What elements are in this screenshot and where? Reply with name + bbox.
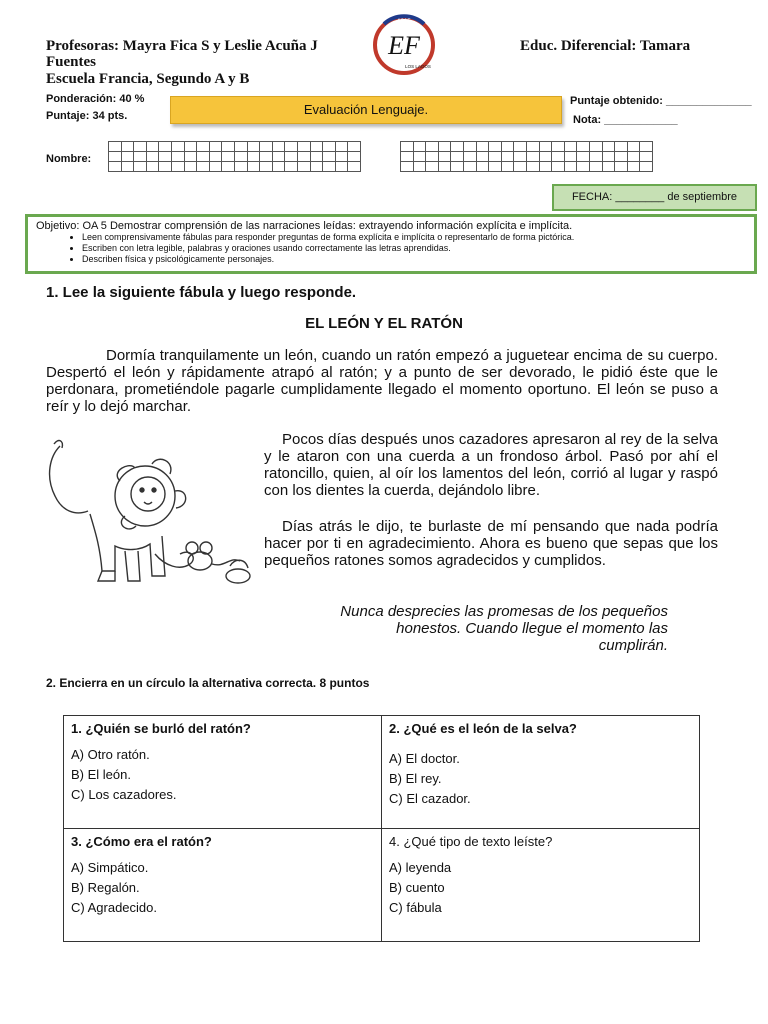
name-grid-cell[interactable] (348, 162, 361, 172)
fable-title: EL LEÓN Y EL RATÓN (305, 315, 463, 332)
name-grid-cell[interactable] (489, 152, 502, 162)
name-grid-cell[interactable] (109, 152, 122, 162)
name-grid-cell[interactable] (260, 142, 273, 152)
fable-paragraph-2: Pocos días después unos cazadores apresaron al rey de la selva y le ataron con una cuerda a un frondoso árbol. Pasó por ahí el ratoncillo, quien, al oír los lamentos del león, corrió al lugar y raspó con los dientes la cuerda, dejándolo libre. (264, 431, 718, 499)
score-label: Puntaje: 34 pts. (46, 110, 128, 122)
name-grid-cell[interactable] (297, 152, 310, 162)
name-grid-cell[interactable] (577, 142, 590, 152)
name-grid-cell[interactable] (514, 152, 527, 162)
name-grid-cell[interactable] (589, 162, 602, 172)
name-grid-cell[interactable] (615, 162, 628, 172)
section1-instruction: 1. Lee la siguiente fábula y luego responde. (46, 284, 357, 301)
question-text: 1. ¿Quién se burló del ratón? (71, 721, 251, 736)
name-grid-cell[interactable] (413, 162, 426, 172)
name-grid-cell[interactable] (640, 142, 653, 152)
name-grid-cell[interactable] (451, 142, 464, 152)
name-grid-cell[interactable] (564, 152, 577, 162)
name-grid-cell[interactable] (526, 142, 539, 152)
name-grid-cell[interactable] (463, 162, 476, 172)
name-grid-cell[interactable] (463, 152, 476, 162)
name-grid-cell[interactable] (476, 152, 489, 162)
name-grid-cell[interactable] (627, 152, 640, 162)
name-grid-cell[interactable] (426, 162, 439, 172)
name-grid-cell[interactable] (489, 142, 502, 152)
answer-option[interactable]: A) Simpático. (71, 860, 149, 875)
name-grid-cell[interactable] (589, 142, 602, 152)
name-grid-cell[interactable] (589, 152, 602, 162)
teachers-label: Profesoras: Mayra Fica S y Leslie Acuña J (46, 38, 318, 54)
name-grid-cell[interactable] (627, 162, 640, 172)
question-cell (64, 716, 382, 829)
name-grid-cell[interactable] (234, 162, 247, 172)
name-grid-cell[interactable] (514, 162, 527, 172)
answer-option[interactable]: C) fábula (389, 900, 442, 915)
name-grid-cell[interactable] (234, 142, 247, 152)
question-cell (382, 829, 700, 942)
name-grid-cell[interactable] (197, 162, 210, 172)
answer-option[interactable]: A) El doctor. (389, 751, 460, 766)
question-cell (64, 829, 382, 942)
name-grid-cell[interactable] (109, 142, 122, 152)
name-grid-cell[interactable] (348, 142, 361, 152)
name-grid-cell[interactable] (285, 162, 298, 172)
name-grid-cell[interactable] (323, 142, 336, 152)
name-grid-cell[interactable] (134, 152, 147, 162)
section2-instruction: 2. Encierra en un círculo la alternativa correcta. 8 puntos (46, 676, 370, 690)
objective-bullets (36, 232, 746, 265)
name-grid-cell[interactable] (260, 162, 273, 172)
name-grid-cell[interactable] (121, 152, 134, 162)
name-grid-cell[interactable] (234, 152, 247, 162)
logo-place: LOS LAGOS (405, 64, 431, 69)
name-grid-cell[interactable] (438, 152, 451, 162)
name-grid-cell[interactable] (335, 162, 348, 172)
name-grid-cell[interactable] (222, 162, 235, 172)
question-cell (382, 716, 700, 829)
name-grid-cell[interactable] (426, 142, 439, 152)
name-grid-cell[interactable] (552, 162, 565, 172)
name-grid-cell[interactable] (501, 142, 514, 152)
name-grid-cell[interactable] (297, 142, 310, 152)
date-box[interactable]: FECHA: ________ de septiembre (552, 184, 757, 211)
name-grid-cell[interactable] (146, 142, 159, 152)
name-grid-cell[interactable] (121, 162, 134, 172)
objective-bullet: • Leen comprensivamente fábulas para responder preguntas de forma explícita e implícita o representarlo de forma pictórica. (82, 232, 746, 243)
name-grid-cell[interactable] (552, 142, 565, 152)
name-grid-cell[interactable] (310, 152, 323, 162)
name-grid-cell[interactable] (209, 162, 222, 172)
name-grid-cell[interactable] (285, 152, 298, 162)
lion-mouse-illustration (40, 436, 260, 596)
weight-label: Ponderación: 40 % (46, 93, 145, 105)
name-grid-cell[interactable] (438, 142, 451, 152)
name-grid-cell[interactable] (577, 152, 590, 162)
name-grid-cell[interactable] (627, 142, 640, 152)
name-grid-cell[interactable] (514, 142, 527, 152)
name-grid-cell[interactable] (539, 162, 552, 172)
name-grid-cell[interactable] (401, 152, 414, 162)
name-grid-cell[interactable] (489, 162, 502, 172)
name-grid-cell[interactable] (451, 152, 464, 162)
name-grid-cell[interactable] (184, 162, 197, 172)
name-grid-cell[interactable] (171, 142, 184, 152)
logo-initials: EF (388, 31, 420, 60)
name-grid-cell[interactable] (134, 142, 147, 152)
grade-label: Nota: ____________ (573, 114, 678, 126)
questions-table (63, 715, 700, 942)
name-grid-cell[interactable] (121, 142, 134, 152)
name-grid-cell[interactable] (197, 142, 210, 152)
name-label: Nombre: (46, 153, 92, 165)
name-grid-cell[interactable] (109, 162, 122, 172)
name-grid-cell[interactable] (564, 162, 577, 172)
question-text: 3. ¿Cómo era el ratón? (71, 834, 212, 849)
name-grid-cell[interactable] (401, 162, 414, 172)
answer-option[interactable]: C) El cazador. (389, 791, 471, 806)
name-grid-right[interactable] (400, 141, 653, 172)
name-grid-cell[interactable] (222, 152, 235, 162)
name-grid-cell[interactable] (539, 152, 552, 162)
name-grid-cell[interactable] (552, 152, 565, 162)
name-grid-cell[interactable] (640, 162, 653, 172)
objective-bullet: • Escriben con letra legible, palabras y oraciones usando correctamente las letras aprendidas. (82, 243, 746, 254)
logo-year: 1915 (397, 19, 411, 25)
question-text: 4. ¿Qué tipo de texto leíste? (389, 834, 553, 849)
name-grid-cell[interactable] (310, 142, 323, 152)
name-grid-cell[interactable] (323, 152, 336, 162)
name-grid-cell[interactable] (197, 152, 210, 162)
name-grid-cell[interactable] (602, 162, 615, 172)
answer-option[interactable]: A) Otro ratón. (71, 747, 150, 762)
fable-paragraph-3: Días atrás le dijo, te burlaste de mí pensando que nada podría hacer por ti en agradecimiento. Ahora es bueno que sepas que los pequeños ratones somos agradecidos y cumplidos. (264, 518, 718, 569)
teachers-cont: Fuentes (46, 54, 96, 70)
name-grid-cell[interactable] (526, 162, 539, 172)
name-grid-cell[interactable] (602, 152, 615, 162)
objective-bullet: • Describen física y psicológicamente personajes. (82, 254, 746, 265)
name-grid-cell[interactable] (501, 152, 514, 162)
name-grid-cell[interactable] (171, 162, 184, 172)
name-grid-cell[interactable] (159, 162, 172, 172)
name-grid-cell[interactable] (413, 152, 426, 162)
name-grid-cell[interactable] (539, 142, 552, 152)
name-grid-cell[interactable] (463, 142, 476, 152)
name-grid-cell[interactable] (401, 142, 414, 152)
name-grid-cell[interactable] (134, 162, 147, 172)
name-grid-cell[interactable] (272, 162, 285, 172)
name-grid-cell[interactable] (335, 152, 348, 162)
answer-option[interactable]: C) Los cazadores. (71, 787, 177, 802)
name-grid-cell[interactable] (577, 162, 590, 172)
objective-box (25, 214, 757, 274)
answer-option[interactable]: B) El rey. (389, 771, 442, 786)
name-grid-cell[interactable] (335, 142, 348, 152)
name-grid-cell[interactable] (438, 162, 451, 172)
name-grid-cell[interactable] (146, 152, 159, 162)
name-grid-cell[interactable] (209, 152, 222, 162)
name-grid-cell[interactable] (260, 152, 273, 162)
fable-paragraph-1: Dormía tranquilamente un león, cuando un ratón empezó a juguetear encima de su cuerpo. Despertó el león y rápidamente atrapó al ratón; y a punto de ser devorado, le pidió éste que le perdonara, prometiéndole pagarle cumplidamente llegado el momento oportuno. El león se puso a reír y lo dejó marchar. (46, 347, 718, 415)
answer-option[interactable]: B) cuento (389, 880, 445, 895)
question-text: 2. ¿Qué es el león de la selva? (389, 721, 577, 736)
evaluation-title: Evaluación Lenguaje. (170, 96, 562, 124)
name-grid-cell[interactable] (247, 142, 260, 152)
fable-moral: Nunca desprecies las promesas de los pequeños honestos. Cuando llegue el momento las cumplirán. (340, 603, 668, 654)
name-grid-cell[interactable] (426, 152, 439, 162)
name-grid-cell[interactable] (247, 162, 260, 172)
name-grid-cell[interactable] (184, 152, 197, 162)
name-grid-cell[interactable] (476, 162, 489, 172)
name-grid-cell[interactable] (171, 152, 184, 162)
name-grid-cell[interactable] (297, 162, 310, 172)
name-grid-cell[interactable] (615, 152, 628, 162)
answer-option[interactable]: A) leyenda (389, 860, 452, 875)
name-grid-cell[interactable] (640, 152, 653, 162)
name-grid-cell[interactable] (501, 162, 514, 172)
name-grid-cell[interactable] (564, 142, 577, 152)
name-grid-cell[interactable] (247, 152, 260, 162)
name-grid-cell[interactable] (451, 162, 464, 172)
name-grid-cell[interactable] (602, 142, 615, 152)
name-grid-cell[interactable] (222, 142, 235, 152)
objective-text: Objetivo: OA 5 Demostrar comprensión de las narraciones leídas: extrayendo información explícita e implícita. (36, 220, 573, 232)
name-grid-cell[interactable] (272, 152, 285, 162)
name-grid-cell[interactable] (146, 162, 159, 172)
name-grid-cell[interactable] (272, 142, 285, 152)
name-grid-cell[interactable] (184, 142, 197, 152)
name-grid-cell[interactable] (615, 142, 628, 152)
name-grid-cell[interactable] (323, 162, 336, 172)
name-grid-cell[interactable] (310, 162, 323, 172)
answer-option[interactable]: B) El león. (71, 767, 131, 782)
name-grid-cell[interactable] (209, 142, 222, 152)
answer-option[interactable]: B) Regalón. (71, 880, 140, 895)
answer-option[interactable]: C) Agradecido. (71, 900, 157, 915)
score-obtained-label: Puntaje obtenido: ______________ (570, 95, 752, 107)
name-grid-cell[interactable] (159, 152, 172, 162)
name-grid-cell[interactable] (159, 142, 172, 152)
name-grid-cell[interactable] (348, 152, 361, 162)
name-grid-cell[interactable] (285, 142, 298, 152)
name-grid-left[interactable] (108, 141, 361, 172)
name-grid-cell[interactable] (526, 152, 539, 162)
special-ed-label: Educ. Diferencial: Tamara (520, 38, 691, 54)
school-label: Escuela Francia, Segundo A y B (46, 71, 250, 87)
school-logo (370, 14, 438, 76)
name-grid-cell[interactable] (413, 142, 426, 152)
name-grid-cell[interactable] (476, 142, 489, 152)
